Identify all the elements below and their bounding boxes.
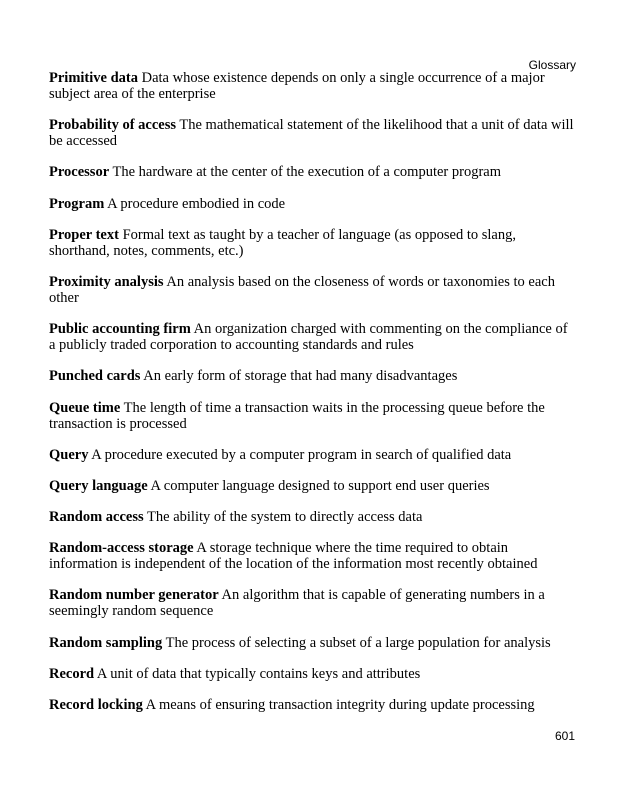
glossary-definition: A storage technique where the time required to obtain information is independent of the location of the information most recently obtained xyxy=(49,540,538,573)
glossary-definition: A means of ensuring transaction integrity during update processing xyxy=(145,697,535,713)
glossary-definition: The hardware at the center of the execution of a computer program xyxy=(112,164,501,181)
glossary-definition: The mathematical statement of the likelihood that a unit of data will be accessed xyxy=(49,117,574,150)
glossary-term: Random number generator xyxy=(49,587,219,604)
glossary-entry xyxy=(49,164,576,180)
glossary-definition: A computer language designed to support end user queries xyxy=(150,477,490,494)
glossary-entry xyxy=(49,478,576,494)
glossary-entry xyxy=(49,227,576,259)
glossary-term: Program xyxy=(49,195,105,212)
glossary-term: Proximity analysis xyxy=(49,273,164,290)
glossary-definition: Data whose existence depends on only a single occurrence of a major subject area of the enterprise xyxy=(49,70,545,102)
running-head: Glossary xyxy=(528,58,576,72)
page-number: 601 xyxy=(554,729,575,743)
glossary-term: Proper text xyxy=(49,226,119,243)
glossary-term: Record xyxy=(49,665,95,682)
glossary-definition: The ability of the system to directly access data xyxy=(147,509,423,526)
glossary-entry xyxy=(49,540,576,572)
glossary-definition: A procedure executed by a computer program in search of qualified data xyxy=(91,446,512,463)
glossary-entry xyxy=(49,447,576,463)
glossary-entry xyxy=(49,70,576,102)
glossary-term: Query language xyxy=(49,477,148,494)
glossary-entry xyxy=(49,666,576,682)
glossary-term: Record locking xyxy=(49,697,143,713)
glossary-term: Primitive data xyxy=(49,70,138,86)
glossary-definition: Formal text as taught by a teacher of language (as opposed to slang, shorthand, notes, comments, etc.) xyxy=(49,226,516,259)
glossary-entry xyxy=(49,274,576,306)
glossary-entry xyxy=(49,635,576,651)
glossary-definition: An early form of storage that had many disadvantages xyxy=(143,368,458,385)
glossary-definition: The length of time a transaction waits in the processing queue before the transaction is processed xyxy=(49,399,545,432)
glossary-term: Query xyxy=(49,446,89,463)
glossary-definition: An organization charged with commenting on the compliance of a publicly traded corporation to accounting standards and rules xyxy=(49,321,568,354)
glossary-term: Processor xyxy=(49,164,110,181)
glossary-entry xyxy=(49,697,576,713)
glossary-term: Random access xyxy=(49,509,144,526)
glossary-term: Random sampling xyxy=(49,634,163,651)
glossary-entry xyxy=(49,321,576,353)
glossary-term: Public accounting firm xyxy=(49,321,191,338)
glossary-definition: An algorithm that is capable of generating numbers in a seemingly random sequence xyxy=(49,587,545,620)
glossary-entry xyxy=(49,400,576,432)
glossary-definition: A procedure embodied in code xyxy=(107,195,286,212)
glossary-definition: The process of selecting a subset of a large population for analysis xyxy=(165,634,551,651)
glossary-term: Random-access storage xyxy=(49,540,194,557)
glossary-definition: An analysis based on the closeness of words or taxonomies to each other xyxy=(49,273,555,306)
glossary-term: Punched cards xyxy=(49,368,141,385)
glossary-entry xyxy=(49,196,576,212)
glossary-entry xyxy=(49,587,576,619)
glossary-entry xyxy=(49,509,576,525)
glossary-entry xyxy=(49,117,576,149)
glossary-definition: A unit of data that typically contains keys and attributes xyxy=(96,665,421,682)
glossary-term: Queue time xyxy=(49,399,121,416)
glossary-entries xyxy=(49,70,576,728)
glossary-entry xyxy=(49,368,576,384)
glossary-term: Probability of access xyxy=(49,117,176,134)
